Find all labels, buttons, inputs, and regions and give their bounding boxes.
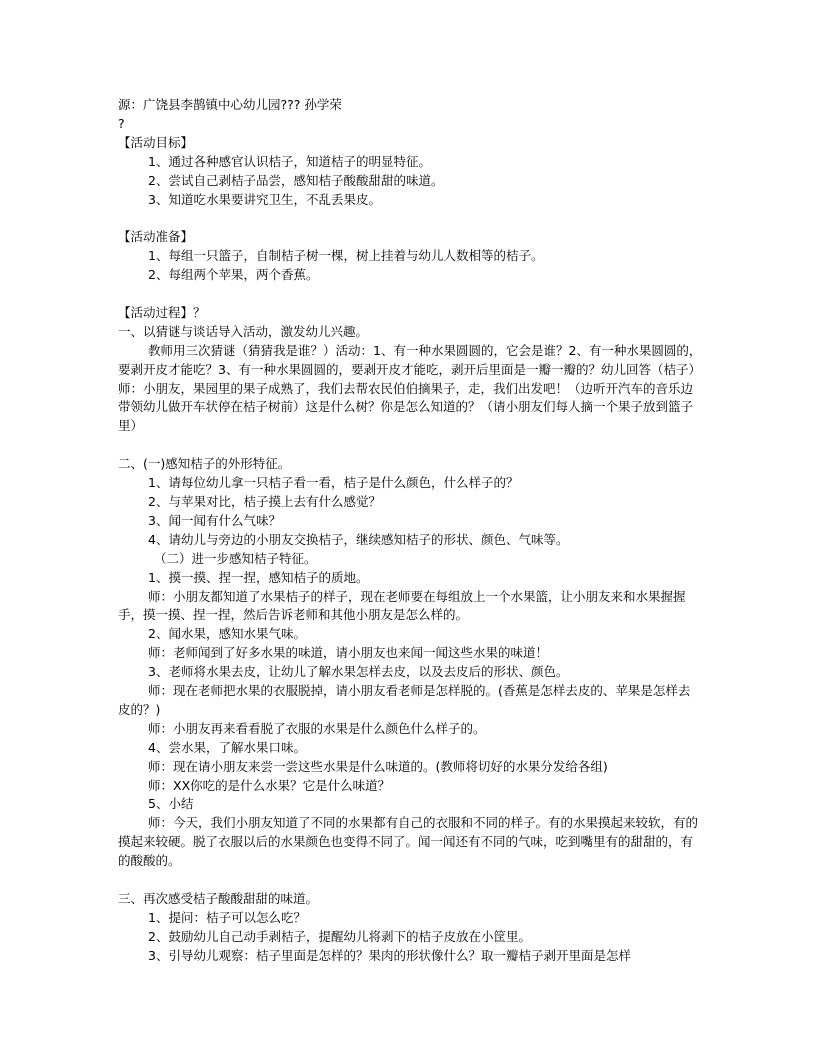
source-line: 源：广饶县李鹊镇中心幼儿园??? 孙学荣 [118,97,342,112]
part2-item: 4、请幼儿与旁边的小朋友交换桔子，继续感知桔子的形状、颜色、气味等。 [148,531,569,547]
prep-heading: 【活动准备】 [118,229,194,245]
goal-item: 1、通过各种感官认识桔子，知道桔子的明显特征。 [148,153,431,169]
goal-item: 2、尝试自己剥桔子品尝，感知桔子酸酸甜甜的味道。 [148,172,444,188]
prep-item: 2、每组两个苹果，两个香蕉。 [148,267,319,283]
spacer [118,285,702,304]
part3-title: 三、再次感受桔子酸酸甜甜的味道。 [118,891,319,906]
document-page [118,96,702,966]
teacher-paragraph: 师：小朋友，果园里的果子成熟了，我们去帮农民伯伯摘果子，走，我们出发吧！（边听开汽车的音乐边带领幼儿做开车状停在桔子树前）这是什么树？你是怎么知道的？（请小朋友们每人摘一个果子放到篮子里） [118,380,694,434]
part2-line: 师：小朋友都知道了水果桔子的样子，现在老师要在每组放上一个水果篮，让小朋友来和水果握握手，摸一摸、捏一捏，然后告诉老师和其他小朋友是怎么样的。 [118,588,686,623]
spacer [118,436,702,455]
part2-line: 1、摸一摸、捏一捏，感知桔子的质地。 [148,569,369,585]
part1-title: 一、以猜谜与谈话导入活动，激发幼儿兴趣。 [118,323,369,339]
part2-line: 师：XX你吃的是什么水果？它是什么味道？ [148,777,391,793]
spacer [118,871,702,890]
part2-line: 师：现在请小朋友来尝一尝这些水果是什么味道的。(教师将切好的水果分发给各组) [148,758,608,774]
process-heading: 【活动过程】？ [118,304,206,320]
part2-item: 2、与苹果对比，桔子摸上去有什么感觉？ [148,493,381,509]
part2-subheading: （二）进一步感知桔子特征。 [154,550,317,566]
goals-heading: 【活动目标】 [118,134,194,150]
spacer [118,209,702,228]
goal-item: 3、知道吃水果要讲究卫生，不乱丢果皮。 [148,191,381,207]
part2-item: 1、请每位幼儿拿一只桔子看一看，桔子是什么颜色，什么样子的？ [148,475,519,491]
question-mark-line: ? [118,115,125,131]
riddle-paragraph: 教师用三次猜谜（猜猜我是谁？）活动：1、有一种水果圆圆的，它会是谁？2、有一种水果圆圆的，要剥开皮才能吃？3、有一种水果圆圆的，要剥开皮才能吃，剥开后里面是一瓣一瓣的？幼儿回答（桔子） [118,342,702,377]
part2-line: 4、尝水果，了解水果口味。 [148,739,306,755]
part2-line: 师：现在老师把水果的衣服脱掉，请小朋友看老师是怎样脱的。(香蕉是怎样去皮的、苹果是怎样去皮的？) [118,683,691,717]
part2-line: 3、老师将水果去皮，让幼儿了解水果怎样去皮，以及去皮后的形状、颜色。 [148,664,569,680]
part2-line: 师：老师闻到了好多水果的味道，请小朋友也来闻一闻这些水果的味道！ [148,645,549,661]
prep-item: 1、每组一只篮子，自制桔子树一棵，树上挂着与幼儿人数相等的桔子。 [148,248,544,264]
part2-line: 师：小朋友再来看看脱了衣服的水果是什么颜色什么样子的。 [148,720,486,736]
part2-item: 3、闻一闻有什么气味？ [148,512,281,528]
part2-title: 二、(一)感知桔子的外形特征。 [118,456,291,472]
part2-line: 5、小结 [148,796,194,812]
part2-line: 2、闻水果，感知水果气味。 [148,626,306,642]
part3-item: 1、提问：桔子可以怎么吃？ [148,909,306,925]
part3-item: 3、引导幼儿观察：桔子里面是怎样的？果肉的形状像什么？取一瓣桔子剥开里面是怎样 [148,947,631,963]
part3-item: 2、鼓励幼儿自己动手剥桔子，提醒幼儿将剥下的桔子皮放在小筐里。 [148,928,531,944]
summary-paragraph: 师：今天，我们小朋友知道了不同的水果都有自己的衣服和不同的样子。有的水果摸起来较软，有的摸起来较硬。脱了衣服以后的水果颜色也变得不同了。闻一闻还有不同的气味，吃到嘴里有的甜甜的，有的酸酸的。 [118,815,699,869]
